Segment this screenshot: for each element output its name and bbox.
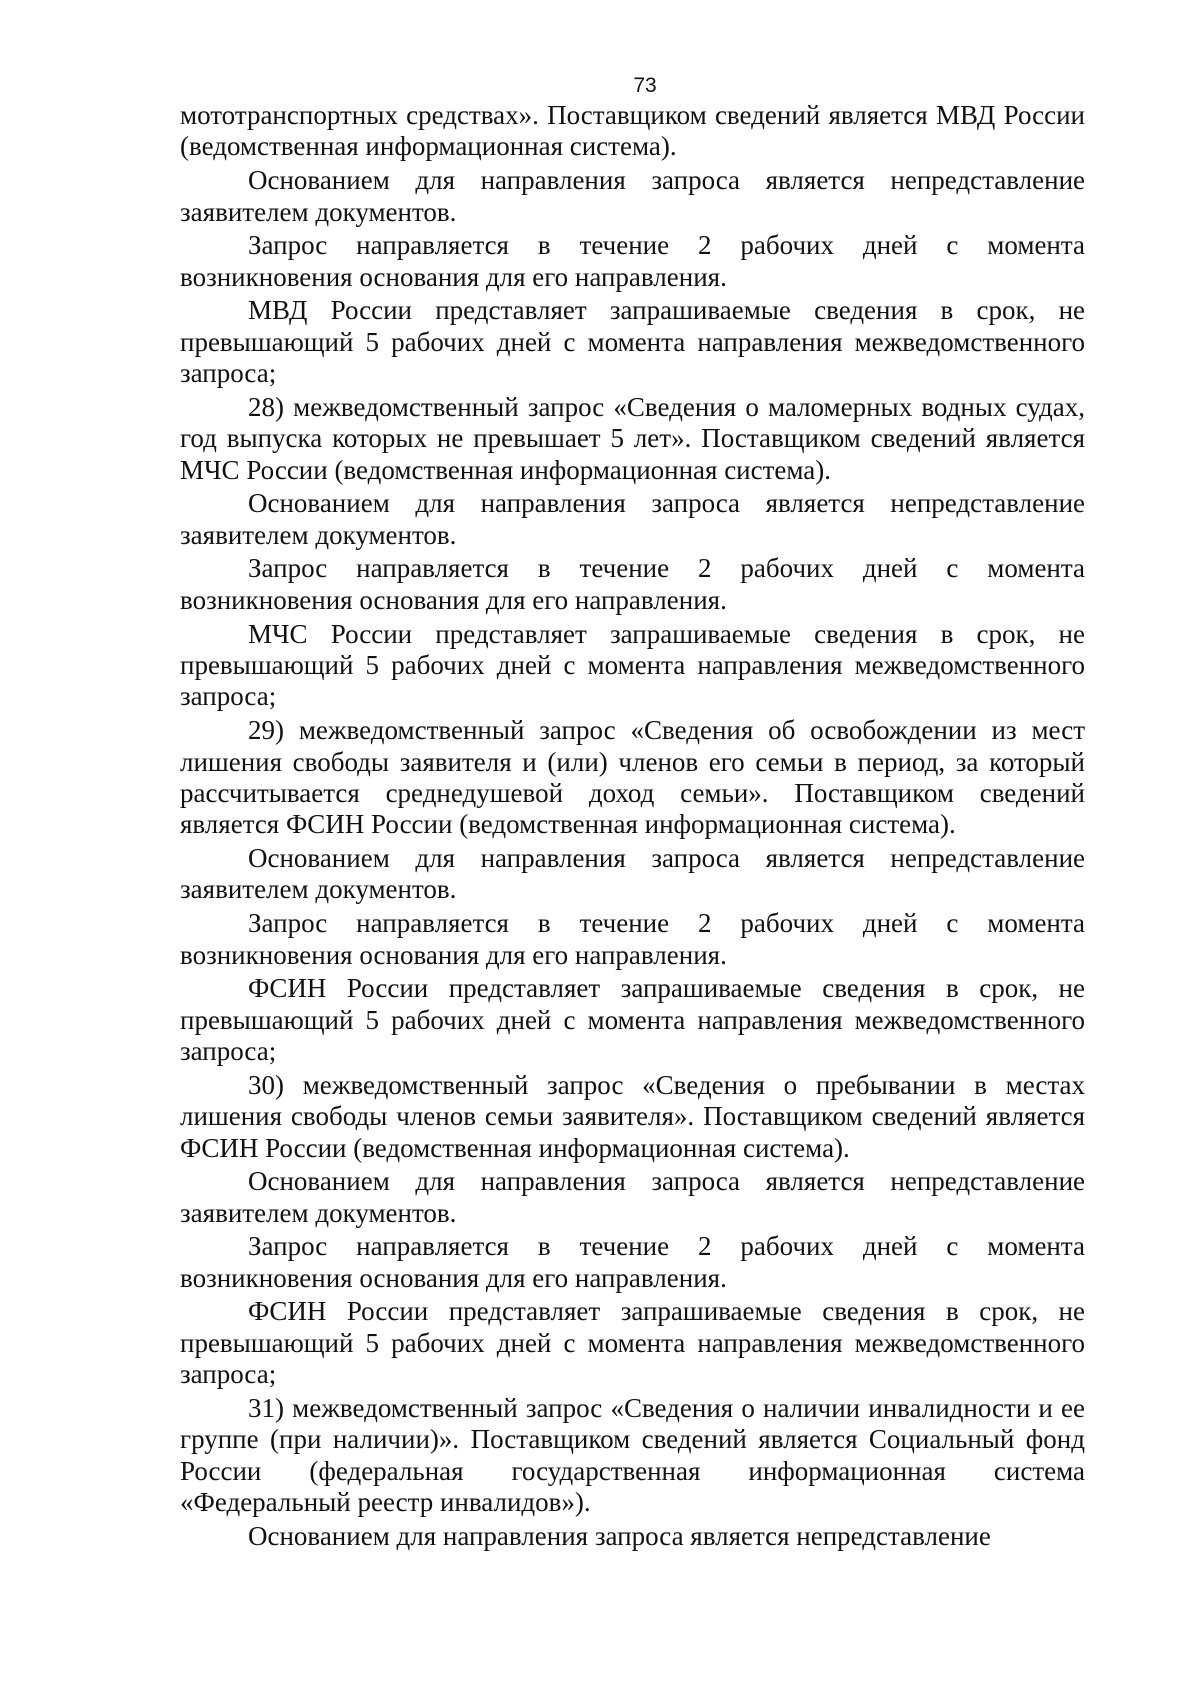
paragraph: Основанием для направления запроса является непредставление xyxy=(248,1520,991,1551)
paragraph: 31) межведомственный запрос «Сведения о наличии инвалидности и ее группе (при наличии)». Поставщиком сведений является Социальный фонд России (федеральная государственная информационная система «Федеральный реестр инвалидов»). xyxy=(180,1393,1085,1518)
paragraph: 30) межведомственный запрос «Сведения о пребывании в местах лишения свободы членов семьи заявителя». Поставщиком сведений является ФСИН России (ведомственная информационная система). xyxy=(180,1069,1085,1163)
document-body xyxy=(180,100,1085,1552)
paragraph: ФСИН России представляет запрашиваемые сведения в срок, не превышающий 5 рабочих дней с момента направления межведомственного запроса; xyxy=(180,1296,1085,1390)
paragraph: Основанием для направления запроса является непредставление заявителем документов. xyxy=(180,843,1085,905)
paragraph: Основанием для направления запроса является непредставление заявителем документов. xyxy=(180,488,1085,550)
paragraph: МЧС России представляет запрашиваемые сведения в срок, не превышающий 5 рабочих дней с момента направления межведомственного запроса; xyxy=(180,618,1085,712)
paragraph: Основанием для направления запроса является непредставление заявителем документов. xyxy=(180,1166,1085,1228)
paragraph: Основанием для направления запроса является непредставление заявителем документов. xyxy=(180,165,1085,227)
paragraph: 29) межведомственный запрос «Сведения об освобождении из мест лишения свободы заявителя и (или) членов его семьи в период, за который рассчитывается среднедушевой доход семьи». Поставщиком сведений является ФСИН России (ведомственная информационная система). xyxy=(180,715,1085,840)
paragraph: Запрос направляется в течение 2 рабочих дней с момента возникновения основания для его направления. xyxy=(180,908,1085,970)
paragraph: ФСИН России представляет запрашиваемые сведения в срок, не превышающий 5 рабочих дней с момента направления межведомственного запроса; xyxy=(180,973,1085,1067)
paragraph: мототранспортных средствах». Поставщиком сведений является МВД России (ведомственная информационная система). xyxy=(180,100,1085,162)
paragraph: МВД России представляет запрашиваемые сведения в срок, не превышающий 5 рабочих дней с момента направления межведомственного запроса; xyxy=(180,295,1085,389)
paragraph: 28) межведомственный запрос «Сведения о маломерных водных судах, год выпуска которых не превышает 5 лет». Поставщиком сведений является МЧС России (ведомственная информационная система). xyxy=(180,391,1085,485)
paragraph: Запрос направляется в течение 2 рабочих дней с момента возникновения основания для его направления. xyxy=(180,230,1085,292)
page-number: 73 xyxy=(633,74,657,97)
paragraph: Запрос направляется в течение 2 рабочих дней с момента возникновения основания для его направления. xyxy=(180,553,1085,615)
paragraph: Запрос направляется в течение 2 рабочих дней с момента возникновения основания для его направления. xyxy=(180,1231,1085,1293)
